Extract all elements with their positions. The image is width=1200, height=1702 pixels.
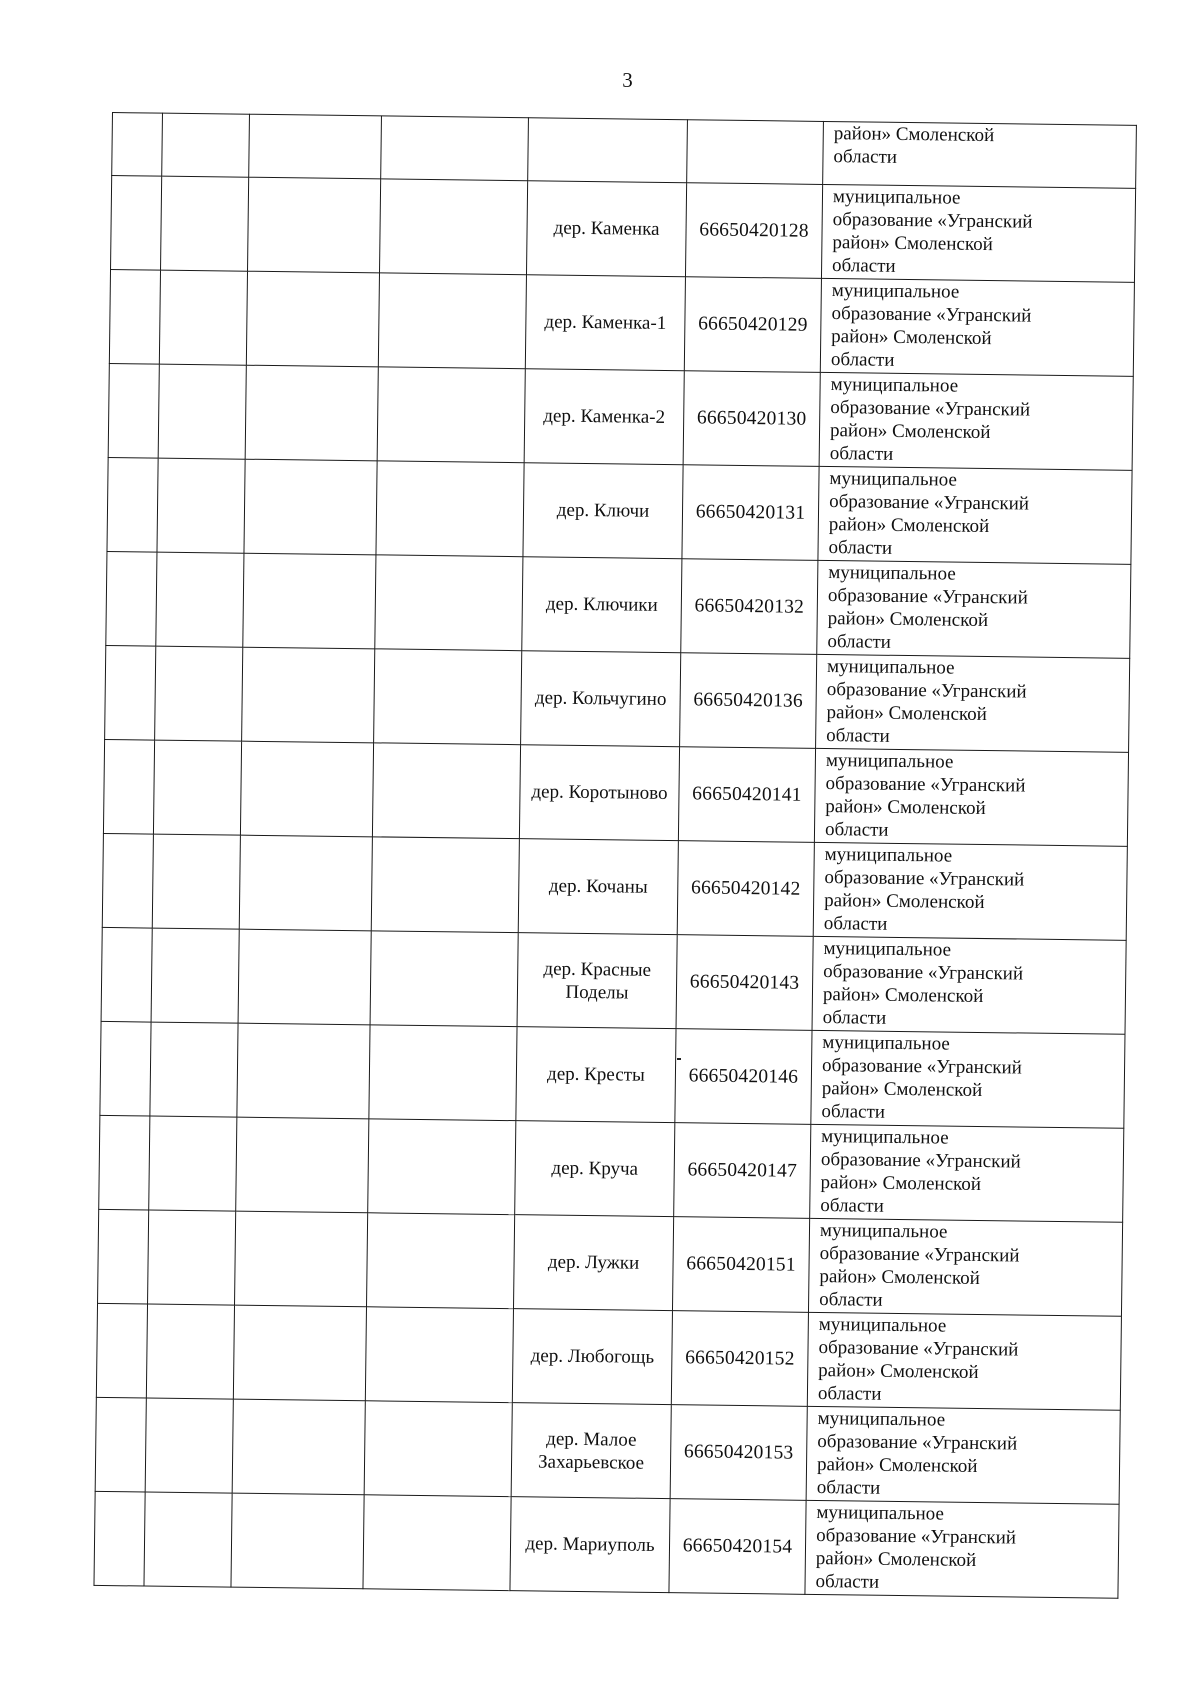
- table-row: [96, 1303, 1121, 1410]
- cell-empty: [156, 552, 244, 647]
- cell-empty: [162, 113, 250, 177]
- owner-text: муниципальное образование «Угранский район» Смоленской области: [816, 1407, 1018, 1499]
- cell-owner: [812, 936, 1126, 1034]
- owner-text: муниципальное образование «Угранский район» Смоленской области: [831, 186, 1033, 277]
- cell-locality: [526, 181, 686, 277]
- cell-owner: [807, 1312, 1121, 1410]
- table-row: [103, 739, 1128, 846]
- cell-empty: [369, 1025, 517, 1121]
- cell-code: 66650420129: [684, 277, 821, 373]
- cell-empty: [377, 367, 525, 463]
- cell-owner: [810, 1124, 1124, 1222]
- cell-empty: [101, 927, 152, 1022]
- cell-empty: [381, 116, 529, 181]
- table-row: [99, 1115, 1124, 1222]
- cell-empty: [94, 1491, 145, 1586]
- cell-code: 66650420141: [678, 747, 815, 843]
- cell-locality: [513, 1215, 673, 1311]
- locality-name: дер. Малое Захарьевское: [537, 1428, 645, 1474]
- locality-name: дер. Каменка-1: [544, 311, 667, 334]
- cell-empty: [146, 1304, 234, 1399]
- cell-empty: [145, 1398, 233, 1493]
- locality-name: дер. Ключики: [545, 593, 658, 616]
- cell-empty: [112, 113, 163, 177]
- table-body: [94, 113, 1136, 1599]
- cell-empty: [231, 1493, 364, 1589]
- locality-name: дер. Круча: [551, 1157, 639, 1180]
- cell-empty: [161, 176, 249, 271]
- cell-empty: [379, 179, 527, 275]
- cell-empty: [153, 740, 241, 835]
- cell-locality: [521, 651, 681, 747]
- cell-empty: [239, 835, 372, 931]
- locality-name: дер. Любогощь: [530, 1345, 655, 1368]
- table-row: [102, 833, 1127, 940]
- cell-empty: [240, 741, 373, 837]
- cell-empty: [374, 649, 522, 745]
- cell-empty: [103, 739, 154, 834]
- table-row: [111, 176, 1136, 283]
- cell-owner: [814, 748, 1128, 846]
- cell-owner: [817, 560, 1131, 658]
- cell-empty: [365, 1307, 513, 1403]
- cell-empty: [106, 551, 157, 646]
- table-row: [109, 269, 1134, 376]
- cell-owner: [816, 654, 1130, 752]
- cell-owner: [805, 1500, 1119, 1598]
- cell-empty: [245, 365, 378, 461]
- cell-empty: [105, 645, 156, 740]
- cell-code: 66650420132: [681, 559, 818, 655]
- cell-empty: [155, 646, 243, 741]
- cell-code: 66650420131: [682, 465, 819, 561]
- cell-empty: [238, 929, 371, 1025]
- cell-code: 66650420143: [676, 935, 813, 1031]
- cell-empty: [144, 1492, 232, 1587]
- cell-code: 66650420142: [677, 841, 814, 937]
- cell-empty: [95, 1397, 146, 1492]
- cell-empty: [99, 1115, 150, 1210]
- locality-name: дер. Кольчугино: [534, 687, 667, 711]
- cell-empty: [370, 931, 518, 1027]
- cell-empty: [236, 1117, 369, 1213]
- cell-code: 66650420146: [675, 1029, 812, 1125]
- cell-empty: [100, 1021, 151, 1116]
- cell-empty: [246, 271, 379, 367]
- table-row: [98, 1209, 1123, 1316]
- locality-name: дер. Каменка-2: [543, 405, 666, 428]
- cell-owner: [806, 1406, 1120, 1504]
- locality-name: дер. Красные Поделы: [543, 957, 652, 1004]
- locality-name: дер. Лужки: [547, 1251, 640, 1274]
- owner-text: муниципальное образование «Угранский район» Смоленской области: [820, 1125, 1021, 1217]
- cell-empty: [157, 458, 245, 553]
- cell-empty: [233, 1305, 366, 1401]
- owner-text: район» Смоленской области: [833, 123, 995, 168]
- cell-code: 66650420128: [685, 183, 822, 279]
- cell-code: 66650420154: [669, 1499, 806, 1595]
- cell-code: 66650420136: [680, 653, 817, 749]
- cell-empty: [96, 1303, 147, 1398]
- table-row: [100, 1021, 1125, 1128]
- owner-text: муниципальное образование «Угранский район» Смоленской области: [817, 1313, 1019, 1405]
- cell-locality: [511, 1403, 671, 1499]
- owner-text: муниципальное образование «Угранский район» Смоленской области: [830, 280, 1032, 371]
- cell-owner: [808, 1218, 1122, 1316]
- locality-name: дер. Кочаны: [548, 875, 648, 898]
- cell-code: 66650420130: [683, 371, 820, 467]
- cell-empty: [108, 363, 159, 458]
- owner-text: муниципальное образование «Угранский район» Смоленской области: [824, 750, 1026, 841]
- cell-owner: [813, 842, 1127, 940]
- cell-empty: [364, 1401, 512, 1497]
- cell-code: [687, 120, 824, 185]
- cell-empty: [248, 177, 381, 273]
- cell-empty: [378, 273, 526, 369]
- cell-empty: [109, 269, 160, 364]
- cell-code: 66650420147: [674, 1123, 811, 1219]
- cell-empty: [244, 459, 377, 555]
- owner-text: муниципальное образование «Угранский район» Смоленской области: [826, 656, 1027, 747]
- locality-name: дер. Ключи: [556, 499, 650, 522]
- table-row: [106, 551, 1131, 658]
- owner-text: муниципальное образование «Угранский район» Смоленской области: [819, 1219, 1020, 1311]
- cell-locality: [515, 1121, 675, 1217]
- cell-empty: [372, 743, 520, 839]
- owner-text: муниципальное образование «Угранский район» Смоленской области: [828, 468, 1030, 559]
- cell-owner: [823, 121, 1137, 188]
- cell-owner: [811, 1030, 1125, 1128]
- locality-name: дер. Каменка: [553, 217, 660, 240]
- table-row: [108, 363, 1133, 470]
- cell-locality: [517, 933, 677, 1029]
- cell-empty: [232, 1399, 365, 1495]
- cell-empty: [107, 457, 158, 552]
- cell-empty: [368, 1119, 516, 1215]
- cell-owner: [820, 278, 1134, 376]
- cell-empty: [243, 553, 376, 649]
- locality-name: дер. Коротыново: [531, 781, 668, 805]
- cell-empty: [158, 364, 246, 459]
- cell-locality: [510, 1497, 670, 1593]
- owner-text: муниципальное образование «Угранский район» Смоленской области: [829, 374, 1031, 465]
- table-row: [94, 1491, 1119, 1598]
- cell-empty: [235, 1211, 368, 1307]
- page-number: 3: [622, 68, 633, 92]
- cell-empty: [102, 833, 153, 928]
- cell-code: 66650420151: [672, 1217, 809, 1313]
- locality-name: дер. Кресты: [546, 1063, 645, 1086]
- cell-empty: [375, 555, 523, 651]
- owner-text: муниципальное образование «Угранский район» Смоленской области: [821, 1032, 1023, 1123]
- cell-empty: [150, 1022, 238, 1117]
- owner-text: муниципальное образование «Угранский район» Смоленской области: [822, 938, 1024, 1029]
- cell-empty: [237, 1023, 370, 1119]
- cell-empty: [111, 176, 162, 271]
- cell-empty: [149, 1116, 237, 1211]
- cell-empty: [371, 837, 519, 933]
- table-row: [105, 645, 1130, 752]
- cell-locality: [519, 745, 679, 841]
- owner-text: муниципальное образование «Угранский район» Смоленской области: [827, 562, 1028, 653]
- cell-empty: [151, 928, 239, 1023]
- cell-empty: [367, 1213, 515, 1309]
- document-table: [93, 112, 1135, 1599]
- cell-owner: [818, 466, 1132, 564]
- cell-empty: [98, 1209, 149, 1304]
- owner-text: муниципальное образование «Угранский район» Смоленской области: [815, 1501, 1017, 1593]
- cell-locality: [525, 275, 685, 371]
- table-row: [95, 1397, 1120, 1504]
- cell-code: 66650420153: [670, 1405, 807, 1501]
- table-row: [101, 927, 1126, 1034]
- cell-empty: [242, 647, 375, 743]
- cell-empty: [159, 270, 247, 365]
- locality-name: дер. Мариуполь: [525, 1533, 655, 1556]
- cell-locality: [528, 118, 688, 183]
- cell-locality: [522, 557, 682, 653]
- cell-owner: [819, 372, 1133, 470]
- cell-empty: [152, 834, 240, 929]
- cell-locality: [523, 463, 683, 559]
- cell-code: 66650420152: [671, 1311, 808, 1407]
- cell-owner: [821, 184, 1135, 282]
- cell-empty: [148, 1210, 236, 1305]
- cell-locality: [512, 1309, 672, 1405]
- owner-text: муниципальное образование «Угранский район» Смоленской области: [823, 844, 1025, 935]
- cell-empty: [363, 1495, 511, 1591]
- cell-empty: [249, 114, 382, 179]
- localities-table: [93, 112, 1136, 1599]
- cell-locality: [524, 369, 684, 465]
- cell-empty: [376, 461, 524, 557]
- table-row: [107, 457, 1132, 564]
- cell-locality: [516, 1027, 676, 1123]
- cell-locality: [518, 839, 678, 935]
- scan-mark: [677, 1058, 681, 1060]
